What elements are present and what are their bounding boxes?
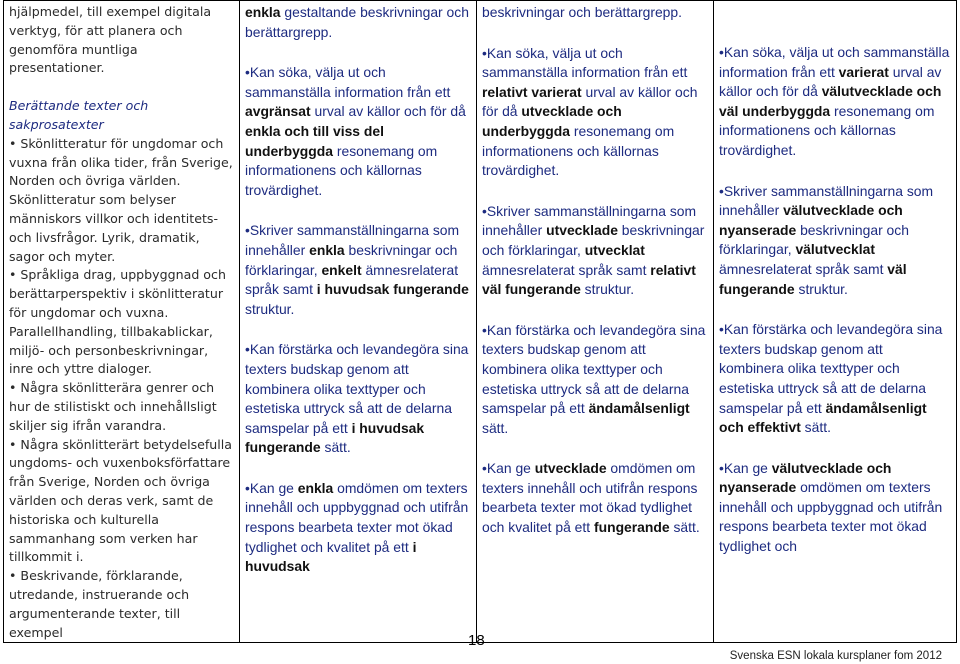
body-text: urval av källor och för då (719, 63, 942, 100)
emphasis-text: välutvecklade och nyanserade (719, 459, 892, 496)
central-content-column (4, 1, 240, 643)
grading-criteria-table (3, 0, 957, 643)
body-text: omdömen om texters innehåll och uppbyggnad och utifrån respons bearbeta texter mot ökad tydlighet och (719, 479, 943, 555)
emphasis-text: enkla (245, 4, 281, 20)
grade-c-column (477, 1, 714, 643)
col4-bullet-reinforce (719, 320, 951, 438)
emphasis-text: relativt väl fungerande (482, 261, 696, 298)
footer-note: Svenska ESN lokala kursplaner fom 2012 (729, 650, 942, 662)
emphasis-text: varierat (838, 63, 889, 80)
body-text: •Kan söka, välja ut och sammanställa information från ett (245, 64, 451, 100)
emphasis-text: enkla och till viss del underbyggda (245, 122, 384, 159)
body-text: •Kan ge (482, 460, 535, 477)
body-text: beskrivningar och berättargrepp. (482, 4, 682, 20)
emphasis-text: ändamålsenligt och effektivt (719, 399, 927, 436)
body-text: sätt. (800, 419, 831, 436)
body-text: struktur. (580, 281, 635, 298)
col1-p5: • Språkliga drag, uppbyggnad och berättarperspektiv i skönlitteratur för ungdomar och vuxna. (9, 267, 226, 320)
page-number: 18 (468, 632, 485, 649)
body-text: ämnesrelaterat språk samt (482, 261, 651, 278)
body-text: •Kan ge (245, 479, 298, 496)
emphasis-text: utvecklat (584, 241, 645, 258)
body-text: urval av källor och för då (482, 83, 698, 120)
col2-bullet-search (245, 63, 471, 200)
body-text: resonemang om informationens och källornas trovärdighet. (482, 122, 675, 179)
body-text: omdömen om texters innehåll och uppbyggnad och utifrån respons bearbeta texter mot ökad tydlighet och kvalitet på ett (245, 479, 469, 555)
emphasis-text: enkla (309, 241, 345, 258)
emphasis-text: utvecklade och underbyggda (482, 103, 622, 139)
emphasis-text: välutvecklat (795, 241, 875, 258)
col4-bullet-write (719, 182, 951, 300)
body-text: •Kan söka, välja ut och sammanställa information från ett (719, 44, 950, 80)
emphasis-text: relativt varierat (482, 83, 582, 100)
col2-bullet-write (245, 221, 471, 319)
body-text: ämnesrelaterat språk samt (719, 260, 888, 277)
emphasis-text: i huvudsak fungerande (316, 281, 469, 298)
col1-p8: • Några skönlitterärt betydelsefulla ungdoms- och vuxenboksförfattare från Sverige, Norden och övriga världen och deras verk, samt de historiska och kulturella sammanhang som verken har tillkommit i. (9, 436, 233, 565)
body-text: ämnesrelaterat språk samt (245, 261, 459, 298)
body-text: •Skriver sammanställningarna som innehåller (482, 202, 697, 239)
body-text: struktur. (245, 300, 295, 317)
col3-intro (482, 3, 708, 23)
body-text: •Kan ge (719, 459, 772, 476)
emphasis-text: i huvudsak fungerande (245, 419, 425, 456)
body-text: •Kan förstärka och levandegöra sina texters budskap genom att kombinera olika texttyper och estetiska uttryck så att de delarna samspelar på ett (719, 321, 943, 416)
col2-bullet-feedback (245, 479, 471, 577)
col2-bullet-reinforce (245, 340, 471, 458)
col2-intro (245, 3, 471, 42)
col1-p3: • Skönlitteratur för ungdomar och vuxna från olika tider, från Sverige, Norden och övriga världen. (9, 135, 233, 189)
col1-p6: Parallellhandling, tillbakablickar, miljö- och personbeskrivningar, inre och yttre dialoger. (9, 323, 213, 377)
body-text: •Skriver sammanställningarna som innehåller (719, 182, 934, 219)
body-text: urval av källor och för då (310, 103, 466, 120)
col1-heading: Berättande texter och sakprosatexter (9, 98, 149, 132)
grade-a-column (714, 1, 957, 643)
body-text: sätt. (320, 439, 351, 456)
body-text: omdömen om texters innehåll och utifrån respons bearbeta texter mot ökad tydlighet och kvalitet på ett (482, 460, 698, 536)
body-text: •Kan förstärka och levandegöra sina texters budskap genom att kombinera olika texttyper och estetiska uttryck så att de delarna samspelar på ett (245, 341, 469, 436)
emphasis-text: i huvudsak (245, 538, 417, 575)
body-text: sätt. (482, 419, 509, 436)
body-text: struktur. (794, 280, 848, 297)
col4-bullet-feedback (719, 459, 951, 557)
body-text: beskrivningar och förklaringar, (482, 222, 705, 258)
emphasis-text: enkelt (321, 261, 362, 278)
body-text: •Kan förstärka och levandegöra sina texters budskap genom att kombinera olika texttyper och estetiska uttryck så att de delarna samspelar på ett (482, 321, 706, 417)
body-text: •Skriver sammanställningarna som innehåller (245, 222, 460, 258)
col3-bullet-search (482, 44, 708, 181)
col4-bullet-search (719, 43, 951, 161)
body-text: resonemang om informationens och källornas trovärdighet. (245, 142, 438, 198)
body-text: beskrivningar och förklaringar, (719, 221, 909, 258)
body-text: •Kan söka, välja ut och sammanställa information från ett (482, 44, 688, 81)
col3-bullet-reinforce (482, 321, 708, 439)
emphasis-text: utvecklade (534, 460, 607, 477)
body-text: beskrivningar och förklaringar, (245, 241, 458, 278)
col3-bullet-write (482, 202, 708, 300)
col1-p1: hjälpmedel, till exempel digitala verktyg, för att planera och genomföra muntliga presentationer. (9, 4, 212, 76)
col1-p9: • Beskrivande, förklarande, utredande, instruerande och argumenterande texter, till exempel (9, 568, 190, 640)
grade-e-column (240, 1, 477, 643)
emphasis-text: välutvecklade och nyanserade (719, 202, 903, 238)
body-text: resonemang om informationens och källornas trovärdighet. (719, 102, 935, 158)
col3-bullet-feedback (482, 459, 708, 537)
emphasis-text: enkla (297, 479, 334, 496)
emphasis-text: fungerande (593, 519, 670, 536)
emphasis-text: avgränsat (245, 103, 311, 120)
body-text: sätt. (669, 519, 700, 536)
col1-p4: Skönlitteratur som belyser människors villkor och identitets- och livsfrågor. Lyrik, dramatik, sagor och myter. (9, 192, 218, 264)
emphasis-text: ändamålsenligt (588, 400, 690, 417)
col1-p7: • Några skönlitterära genrer och hur de stilistiskt och innehållsligt skiljer sig ifrån varandra. (9, 380, 217, 433)
body-text: gestaltande beskrivningar och berättargrepp. (245, 4, 469, 40)
emphasis-text: väl fungerande (719, 260, 907, 297)
emphasis-text: utvecklade (546, 222, 618, 239)
emphasis-text: välutvecklade och väl underbyggda (719, 83, 942, 119)
